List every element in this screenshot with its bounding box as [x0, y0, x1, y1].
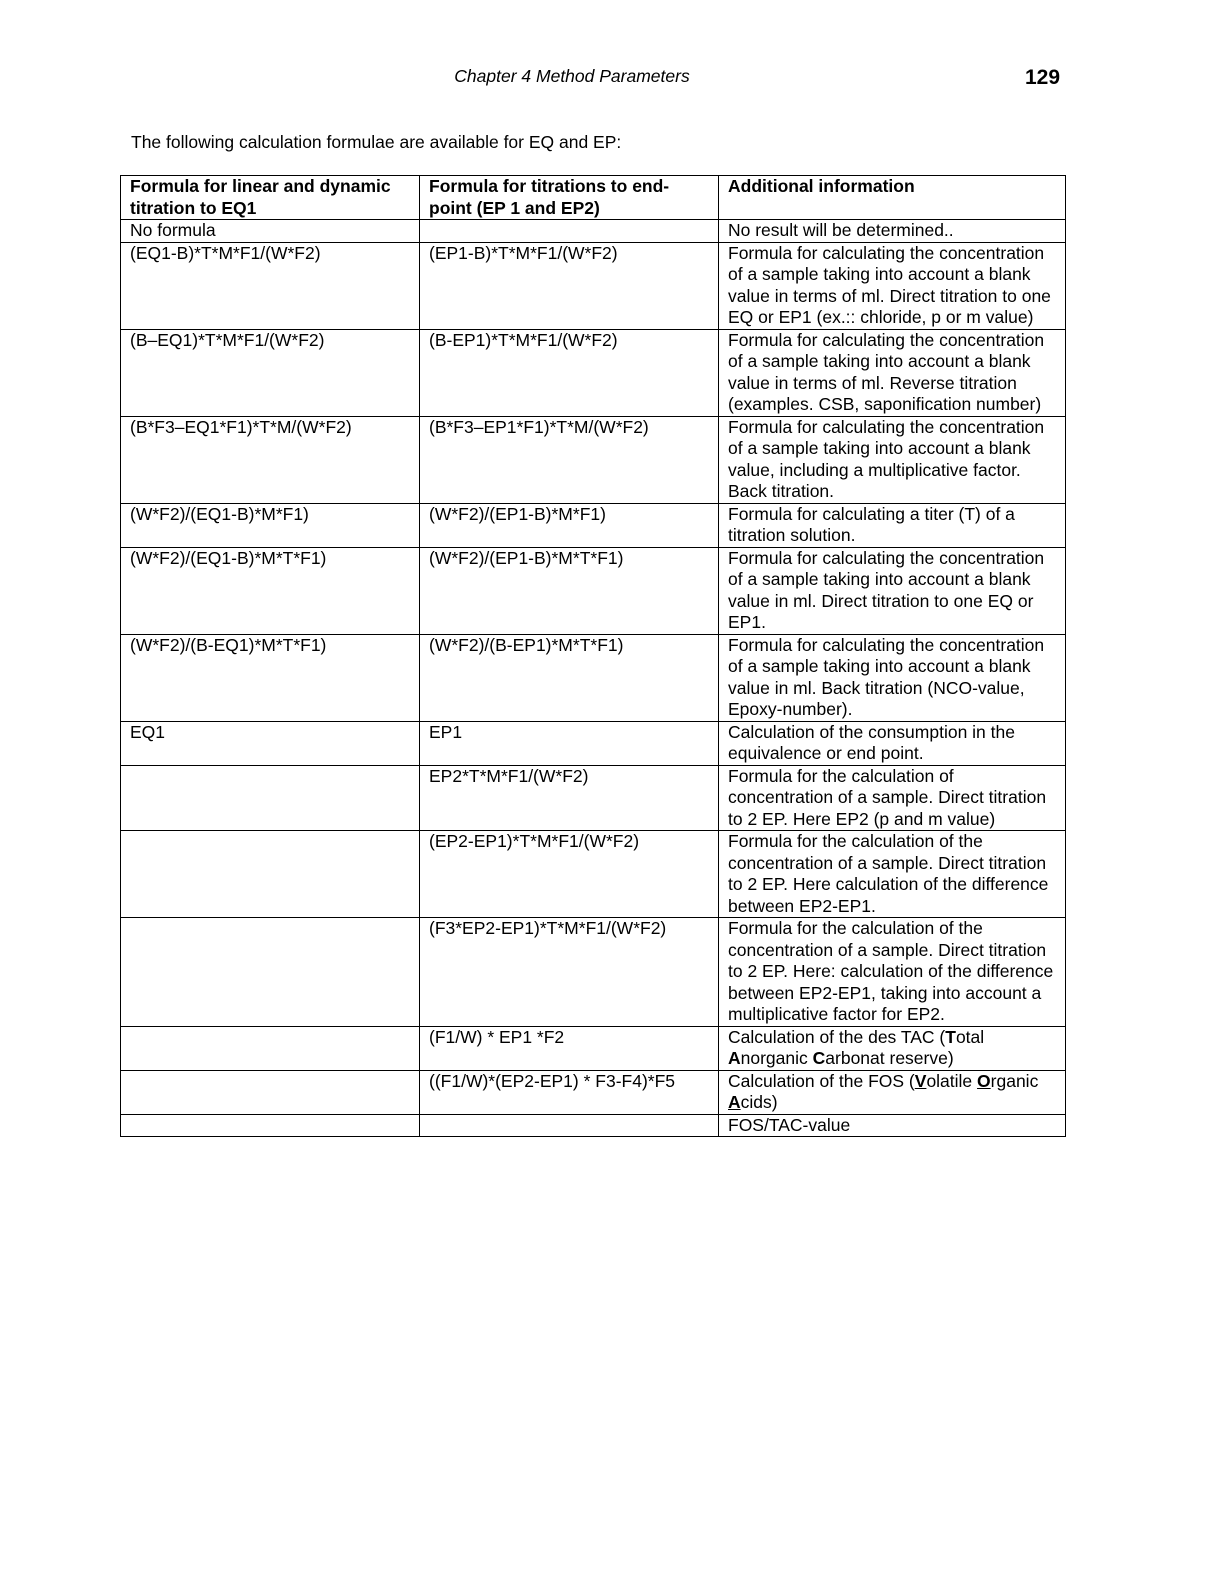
ep-formula-cell: (B*F3–EP1*F1)*T*M/(W*F2) [420, 416, 719, 503]
info-cell [719, 1070, 1066, 1114]
eq-formula-cell [121, 765, 420, 831]
table-row [121, 831, 1066, 918]
table-row [121, 329, 1066, 416]
table-row [121, 634, 1066, 721]
info-text: olatile [926, 1070, 978, 1091]
eq-formula-cell: (B*F3–EQ1*F1)*T*M/(W*F2) [121, 416, 420, 503]
info-cell [719, 1026, 1066, 1070]
chapter-title: Chapter 4 Method Parameters [454, 66, 690, 86]
info-text: otal [955, 1026, 985, 1047]
eq-formula-cell [121, 1114, 420, 1137]
acronym-letter: V [914, 1070, 927, 1091]
formula-table [120, 175, 1066, 1137]
info-cell: Formula for calculating a titer (T) of a titration solution. [719, 503, 1066, 547]
info-cell: Formula for the calculation of concentration of a sample. Direct titration to 2 EP. Here EP2 (p and m value) [719, 765, 1066, 831]
eq-formula-cell [121, 831, 420, 918]
intro-text: The following calculation formulae are available for EQ and EP: [131, 132, 622, 152]
eq-formula-cell: (W*F2)/(B-EQ1)*M*T*F1) [121, 634, 420, 721]
ep-formula-cell: ((F1/W)*(EP2-EP1) * F3-F4)*F5 [420, 1070, 719, 1114]
acronym-letter: O [977, 1070, 991, 1091]
table-row-fos-tac [121, 1114, 1066, 1137]
ep-formula-cell: (EP1-B)*T*M*F1/(W*F2) [420, 242, 719, 329]
ep-formula-cell: (EP2-EP1)*T*M*F1/(W*F2) [420, 831, 719, 918]
eq-formula-cell: (B–EQ1)*T*M*F1/(W*F2) [121, 329, 420, 416]
eq-formula-cell [121, 1026, 420, 1070]
info-cell: No result will be determined.. [719, 220, 1066, 243]
table-row [121, 242, 1066, 329]
acronym-letter: A [728, 1092, 741, 1112]
ep-formula-cell [420, 1114, 719, 1137]
table-row [121, 547, 1066, 634]
info-cell: Formula for calculating the concentration of a sample taking into account a blank value in ml. Direct titration to one EQ or EP1. [719, 547, 1066, 634]
header-additional-info: Additional information [719, 176, 1066, 220]
table-body [121, 220, 1066, 1137]
info-text: rganic [990, 1070, 1039, 1091]
ep-formula-cell: (F1/W) * EP1 *F2 [420, 1026, 719, 1070]
table-row [121, 220, 1066, 243]
table-header-row [121, 176, 1066, 220]
info-cell: Formula for the calculation of the concentration of a sample. Direct titration to 2 EP. Here: calculation of the difference between EP2-EP1, taking into account a multiplicative factor for EP2. [719, 918, 1066, 1027]
ep-formula-cell: EP2*T*M*F1/(W*F2) [420, 765, 719, 831]
eq-formula-cell: (EQ1-B)*T*M*F1/(W*F2) [121, 242, 420, 329]
header-eq-formula: Formula for linear and dynamic titration to EQ1 [121, 176, 420, 220]
header-ep-formula: Formula for titrations to end-point (EP 1 and EP2) [420, 176, 719, 220]
info-text: Calculation of the FOS ( [728, 1070, 915, 1091]
info-text: norganic [740, 1048, 813, 1068]
eq-formula-cell: (W*F2)/(EQ1-B)*M*F1) [121, 503, 420, 547]
ep-formula-cell: (W*F2)/(B-EP1)*M*T*F1) [420, 634, 719, 721]
acronym-letter: C [812, 1048, 826, 1068]
info-cell: FOS/TAC-value [719, 1114, 1066, 1137]
table-row [121, 416, 1066, 503]
table-row-fos [121, 1070, 1066, 1114]
info-cell: Formula for calculating the concentration of a sample taking into account a blank value in ml. Back titration (NCO-value, Epoxy-number). [719, 634, 1066, 721]
ep-formula-cell: (W*F2)/(EP1-B)*M*F1) [420, 503, 719, 547]
info-cell: Calculation of the consumption in the equivalence or end point. [719, 721, 1066, 765]
table-row [121, 918, 1066, 1027]
info-text: arbonat reserve) [825, 1048, 954, 1068]
eq-formula-cell: No formula [121, 220, 420, 243]
table-row [121, 721, 1066, 765]
table-row [121, 503, 1066, 547]
info-cell: Formula for calculating the concentration of a sample taking into account a blank value, including a multiplicative factor. Back titration. [719, 416, 1066, 503]
acronym-letter: A [728, 1048, 741, 1068]
table-row-tac [121, 1026, 1066, 1070]
ep-formula-cell: (B-EP1)*T*M*F1/(W*F2) [420, 329, 719, 416]
eq-formula-cell: (W*F2)/(EQ1-B)*M*T*F1) [121, 547, 420, 634]
ep-formula-cell [420, 220, 719, 243]
info-text: Calculation of the des TAC ( [728, 1026, 946, 1047]
ep-formula-cell: (W*F2)/(EP1-B)*M*T*F1) [420, 547, 719, 634]
page-number: 129 [1025, 66, 1061, 89]
info-cell: Formula for the calculation of the concentration of a sample. Direct titration to 2 EP. Here calculation of the difference between EP2-EP1. [719, 831, 1066, 918]
eq-formula-cell: EQ1 [121, 721, 420, 765]
ep-formula-cell: EP1 [420, 721, 719, 765]
eq-formula-cell [121, 1070, 420, 1114]
eq-formula-cell [121, 918, 420, 1027]
acronym-letter: T [945, 1026, 956, 1047]
info-cell: Formula for calculating the concentration of a sample taking into account a blank value in terms of ml. Direct titration to one EQ or EP1 (ex.:: chloride, p or m value) [719, 242, 1066, 329]
info-cell: Formula for calculating the concentration of a sample taking into account a blank value in terms of ml. Reverse titration (examples. CSB, saponification number) [719, 329, 1066, 416]
table-row [121, 765, 1066, 831]
info-text: cids) [740, 1092, 778, 1112]
ep-formula-cell: (F3*EP2-EP1)*T*M*F1/(W*F2) [420, 918, 719, 1027]
